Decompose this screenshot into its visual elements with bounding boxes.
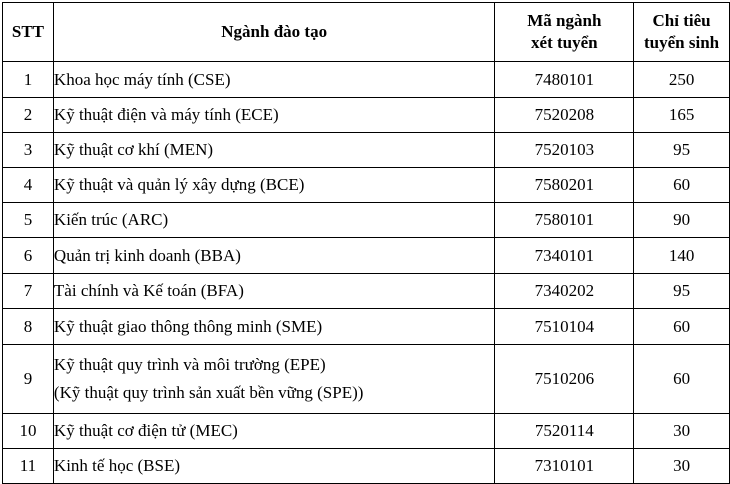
major-name: Kỹ thuật điện và máy tính (ECE) [53, 105, 279, 124]
table-row [3, 98, 730, 133]
cell-code: 7340101 [495, 238, 634, 274]
major-name: Kỹ thuật cơ điện tử (MEC) [53, 421, 238, 440]
cell-quota: 30 [634, 414, 730, 449]
header-quota-line: Chỉ tiêu [652, 11, 711, 30]
cell-stt: 3 [3, 133, 54, 168]
table-row [3, 133, 730, 168]
cell-code: 7520114 [495, 414, 634, 449]
table-header [3, 3, 730, 62]
major-name: (Kỹ thuật quy trình sản xuất bền vững (SPE)) [53, 383, 364, 402]
cell-quota: 30 [634, 449, 730, 484]
cell-quota: 60 [634, 309, 730, 345]
cell-major [53, 133, 495, 168]
cell-code: 7510104 [495, 309, 634, 345]
major-name: Kiến trúc (ARC) [53, 210, 169, 229]
header-code-line: Mã ngành [527, 11, 602, 30]
table-row [3, 203, 730, 238]
cell-stt: 6 [3, 238, 54, 274]
cell-code: 7520103 [495, 133, 634, 168]
table-row [3, 62, 730, 98]
cell-major [53, 168, 495, 203]
cell-code: 7580101 [495, 203, 634, 238]
header-code-line: xét tuyển [531, 33, 598, 52]
major-name: Kỹ thuật cơ khí (MEN) [53, 140, 214, 159]
major-name: Kỹ thuật và quản lý xây dựng (BCE) [53, 175, 305, 194]
major-name: Khoa học máy tính (CSE) [53, 69, 231, 89]
cell-quota: 165 [634, 98, 730, 133]
header-major: Ngành đào tạo [53, 3, 495, 62]
table-row [3, 345, 730, 414]
major-name: Quản trị kinh doanh (BBA) [53, 245, 241, 265]
table-row [3, 414, 730, 449]
cell-stt: 5 [3, 203, 54, 238]
table-body [3, 62, 730, 484]
cell-major [53, 345, 495, 414]
cell-major [53, 274, 495, 309]
cell-stt: 8 [3, 309, 54, 345]
cell-code: 7480101 [495, 62, 634, 98]
table-row [3, 309, 730, 345]
cell-quota: 60 [634, 168, 730, 203]
header-quota [634, 3, 730, 62]
cell-quota: 95 [634, 274, 730, 309]
cell-stt: 11 [3, 449, 54, 484]
cell-major [53, 309, 495, 345]
cell-quota: 60 [634, 345, 730, 414]
cell-quota: 250 [634, 62, 730, 98]
cell-code: 7310101 [495, 449, 634, 484]
cell-major [53, 238, 495, 274]
cell-code: 7510206 [495, 345, 634, 414]
cell-major [53, 62, 495, 98]
header-quota-line: tuyển sinh [644, 33, 720, 52]
cell-code: 7580201 [495, 168, 634, 203]
table-row [3, 274, 730, 309]
cell-stt: 2 [3, 98, 54, 133]
cell-stt: 1 [3, 62, 54, 98]
cell-major [53, 449, 495, 484]
major-name: Kỹ thuật quy trình và môi trường (EPE) [53, 355, 326, 374]
cell-stt: 7 [3, 274, 54, 309]
cell-stt: 4 [3, 168, 54, 203]
cell-code: 7520208 [495, 98, 634, 133]
cell-stt: 10 [3, 414, 54, 449]
table-row [3, 449, 730, 484]
header-code [495, 3, 634, 62]
cell-major [53, 414, 495, 449]
major-name: Kinh tế học (BSE) [53, 456, 180, 475]
cell-quota: 95 [634, 133, 730, 168]
cell-major [53, 98, 495, 133]
table-row [3, 168, 730, 203]
admissions-table [2, 2, 730, 484]
table-row [3, 238, 730, 274]
cell-quota: 140 [634, 238, 730, 274]
header-row [3, 3, 730, 62]
major-name: Tài chính và Kế toán (BFA) [53, 281, 244, 300]
header-stt: STT [3, 3, 54, 62]
cell-code: 7340202 [495, 274, 634, 309]
cell-quota: 90 [634, 203, 730, 238]
cell-stt: 9 [3, 345, 54, 414]
major-name: Kỹ thuật giao thông thông minh (SME) [53, 316, 323, 336]
cell-major [53, 203, 495, 238]
